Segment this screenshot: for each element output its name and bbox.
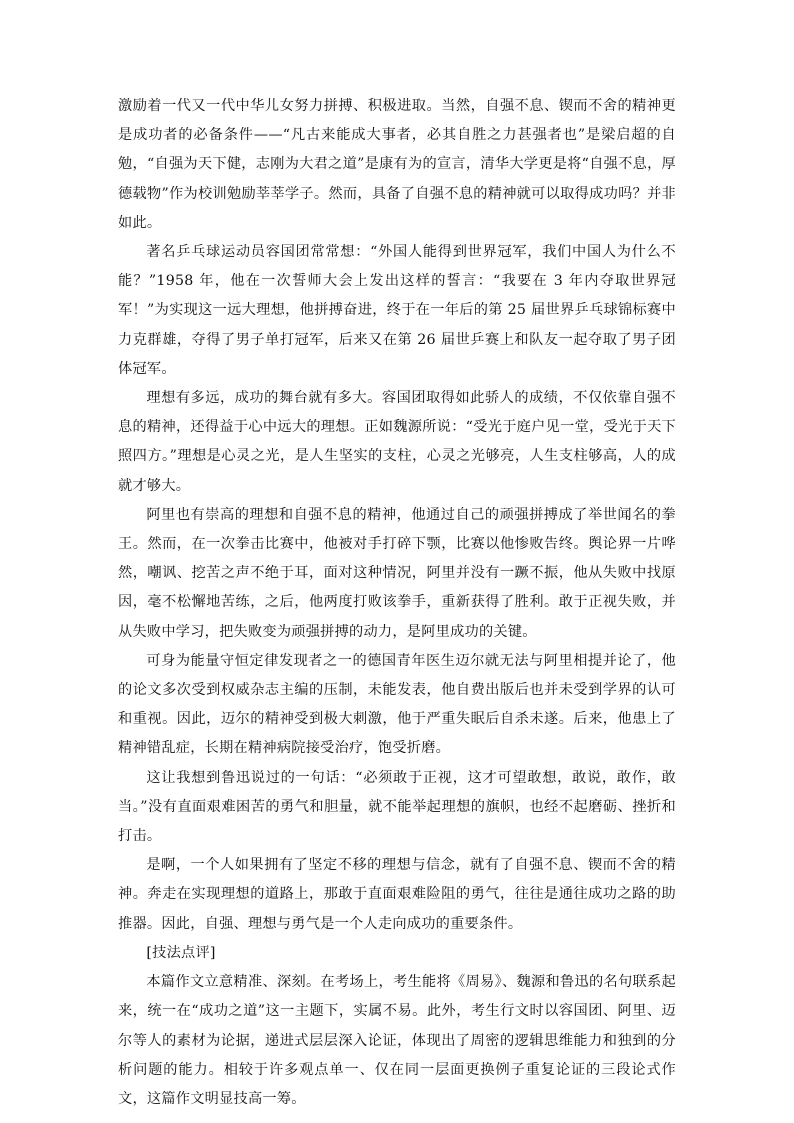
essay-paragraph-1: 激励着一代又一代中华儿女努力拼搏、积极进取。当然，自强不息、锲而不舍的精神更是成功者的必备条件——“凡古来能成大事者，必其自胜之力甚强者也”是梁启超的自勉，“自强为天下健，志刚为大君之道”是康有为的宣言，清华大学更是将“自强不息，厚德载物”作为校训勉励莘莘学子。然而，具备了自强不息的精神就可以取得成功吗？并非如此。 [118, 98, 676, 231]
essay-paragraph-5: 可身为能量守恒定律发现者之一的德国青年医生迈尔就无法与阿里相提并论了，他的论文多次受到权威杂志主编的压制，未能发表，他自费出版后也并未受到学界的认可和重视。因此，迈尔的精神受到极大刺激，他于严重失眠后自杀未遂。后来，他患上了精神错乱症，长期在精神病院接受治疗，饱受折磨。 [118, 652, 676, 757]
commentary-paragraph: 本篇作文立意精准、深刻。在考场上，考生能将《周易》、魏源和鲁迅的名句联系起来，统一在“成功之道”这一主题下，实属不易。此外，考生行文时以容国团、阿里、迈尔等人的素材为论据，递进式层层深入论证，体现出了周密的逻辑思维能力和独到的分析问题的能力。相较于许多观点单一、仅在同一层面更换例子重复论证的三段论式作文，这篇作文明显技高一筹。 [118, 974, 676, 1107]
essay-paragraph-4: 阿里也有崇高的理想和自强不息的精神，他通过自己的顽强拼搏成了举世闻名的拳王。然而，在一次拳击比赛中，他被对手打碎下颚，比赛以他惨败告终。舆论界一片哗然，嘲讽、挖苦之声不绝于耳，面对这种情况，阿里并没有一蹶不振，他从失败中找原因，毫不松懈地苦练，之后，他两度打败该拳手，重新获得了胜利。敢于正视失败，并从失败中学习，把失败变为顽强拼搏的动力，是阿里成功的关键。 [118, 506, 676, 640]
essay-paragraph-3: 理想有多远，成功的舞台就有多大。容国团取得如此骄人的成绩，不仅依靠自强不息的精神，还得益于心中远大的理想。正如魏源所说：“受光于庭户见一堂，受光于天下照四方。”理想是心灵之光，是人生坚实的支柱，心灵之光够亮，人生支柱够高，人的成就才够大。 [118, 390, 676, 494]
commentary-heading: [技法点评] [146, 944, 216, 961]
essay-paragraph-7: 是啊，一个人如果拥有了坚定不移的理想与信念，就有了自强不息、锲而不舍的精神。奔走在实现理想的道路上，那敢于直面艰难险阻的勇气，往往是通往成功之路的助推器。因此，自强、理想与勇气是一个人走向成功的重要条件。 [118, 857, 676, 932]
document-page [118, 92, 676, 1114]
essay-paragraph-6: 这让我想到鲁迅说过的一句话：“必须敢于正视，这才可望敢想，敢说，敢作，敢当。”没有直面艰难困苦的勇气和胆量，就不能举起理想的旗帜，也经不起磨砺、挫折和打击。 [118, 769, 676, 845]
essay-paragraph-2: 著名乒乓球运动员容国团常常想：“外国人能得到世界冠军，我们中国人为什么不能？”1958 年，他在一次誓师大会上发出这样的誓言：“我要在 3 年内夺取世界冠军！”为实现这一远大理想，他拼搏奋进，终于在一年后的第 25 届世界乒乓球锦标赛中力克群雄，夺得了男子单打冠军，后来又在第 26 届世乒赛上和队友一起夺取了男子团体冠军。 [118, 244, 676, 377]
